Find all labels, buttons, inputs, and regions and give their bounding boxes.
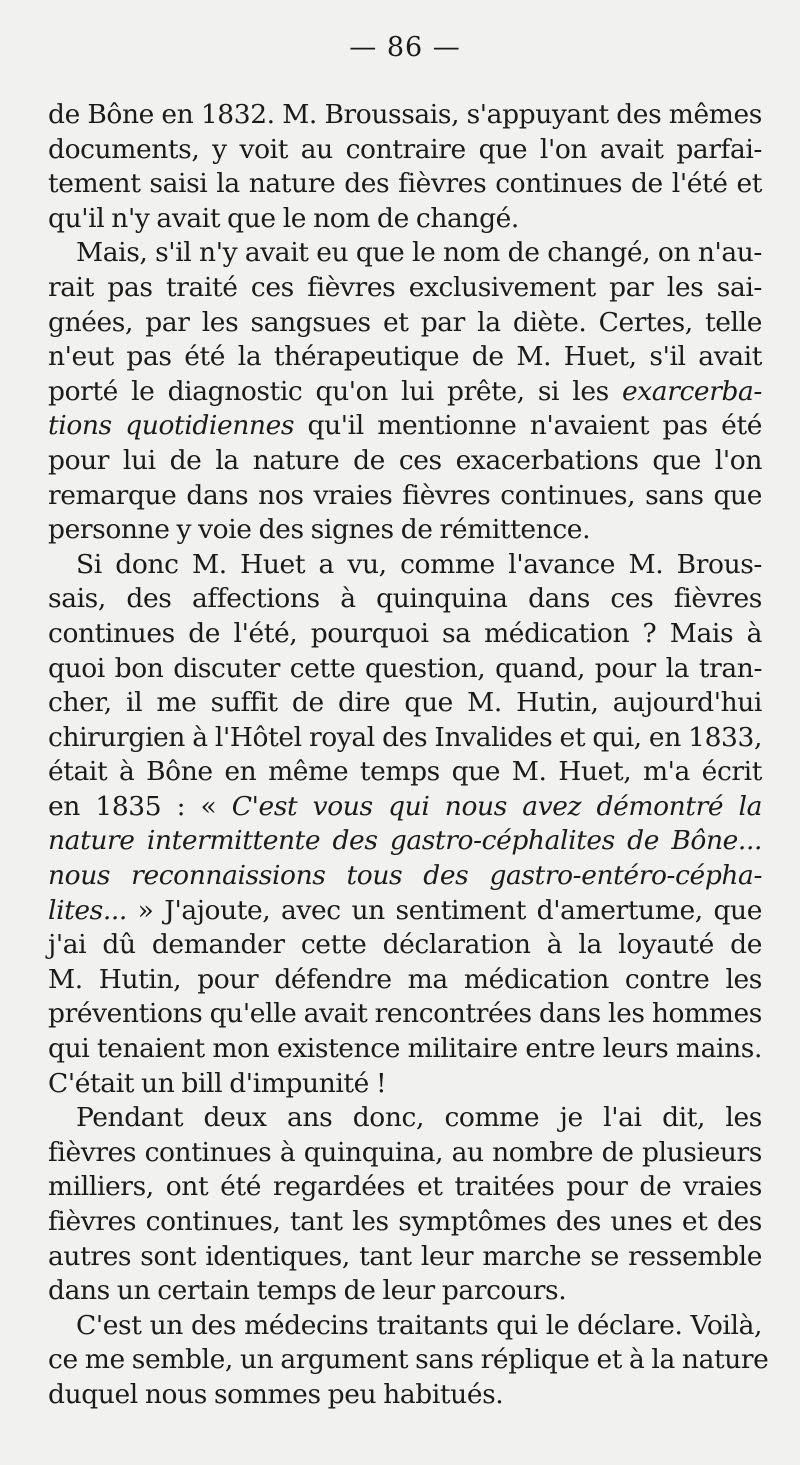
text-line: C'était un bill d'impunité ! (48, 1067, 387, 1099)
text-line: tement saisi la nature des fièvres continues de l'été et (48, 168, 762, 200)
text-line: nous reconnaissions tous des gastro-entéro-cépha- (48, 860, 762, 892)
text-line: ce me semble, un argument sans réplique et à la nature (48, 1344, 769, 1376)
text-line: autres sont identiques, tant leur marche se ressemble (48, 1240, 762, 1272)
text-line: chirurgien à l'Hôtel royal des Invalides et qui, en 1833, (48, 721, 762, 753)
text-line: nature intermittente des gastro-céphalites de Bône... (48, 825, 762, 857)
text-line: rait pas traité ces fièvres exclusivement par les sai- (48, 271, 762, 303)
text-line: documents, y voit au contraire que l'on avait parfai- (48, 133, 762, 165)
text-line: personne y voie des signes de rémittence. (48, 514, 591, 546)
text-line: lites... » J'ajoute, avec un sentiment d'amertume, que (48, 894, 762, 926)
text-line: quoi bon discuter cette question, quand, pour la tran- (48, 652, 762, 684)
text-line: fièvres continues à quinquina, au nombre de plusieurs (48, 1136, 762, 1168)
text-line: en 1835 : « C'est vous qui nous avez démontré la (48, 790, 763, 822)
paragraph (48, 1101, 762, 1309)
text-line: de Bône en 1832. M. Broussais, s'appuyant des mêmes (48, 99, 762, 130)
page-number: — 86 — (349, 32, 461, 63)
paragraph (48, 98, 762, 236)
text-line: gnées, par les sangsues et par la diète. Certes, telle (48, 306, 762, 338)
text-line: pour lui de la nature de ces exacerbations que l'on (48, 444, 762, 476)
text-line: duquel nous sommes peu habitués. (48, 1378, 504, 1410)
paragraph (48, 236, 762, 547)
text-line: Pendant deux ans donc, comme je l'ai dit, les (76, 1102, 762, 1134)
text-line: était à Bône en même temps que M. Huet, m'a écrit (48, 756, 762, 788)
paragraph (48, 548, 762, 1102)
text-line: C'est un des médecins traitants qui le déclare. Voilà, (76, 1309, 762, 1341)
text-line: milliers, ont été regardées et traitées pour de vraies (48, 1171, 762, 1203)
text-line: j'ai dû demander cette déclaration à la loyauté de (48, 929, 762, 961)
text-line: dans un certain temps de leur parcours. (48, 1275, 567, 1307)
text-line: sais, des affections à quinquina dans ces fièvres (48, 583, 762, 615)
text-line: porté le diagnostic qu'on lui prête, si les exarcerba- (48, 375, 762, 407)
text-line: Mais, s'il n'y avait eu que le nom de changé, on n'au- (76, 237, 762, 269)
paragraph (48, 1309, 769, 1413)
body-text (48, 98, 769, 1413)
text-line: Si donc M. Huet a vu, comme l'avance M. Brous- (76, 548, 762, 580)
text-line: n'eut pas été la thérapeutique de M. Huet, s'il avait (48, 341, 762, 373)
text-line: remarque dans nos vraies fièvres continues, sans que (48, 479, 762, 511)
text-line: tions quotidiennes qu'il mentionne n'avaient pas été (48, 410, 762, 442)
text-line: qui tenaient mon existence militaire entre leurs mains. (48, 1033, 762, 1065)
text-line: fièvres continues, tant les symptômes des unes et des (48, 1206, 762, 1237)
text-line: cher, il me suffit de dire que M. Hutin, aujourd'hui (48, 687, 762, 719)
text-line: qu'il n'y avait que le nom de changé. (48, 202, 519, 234)
text-line: M. Hutin, pour défendre ma médication contre les (48, 963, 762, 995)
text-line: préventions qu'elle avait rencontrées dans les hommes (48, 998, 762, 1030)
text-line: continues de l'été, pourquoi sa médication ? Mais à (48, 617, 762, 649)
